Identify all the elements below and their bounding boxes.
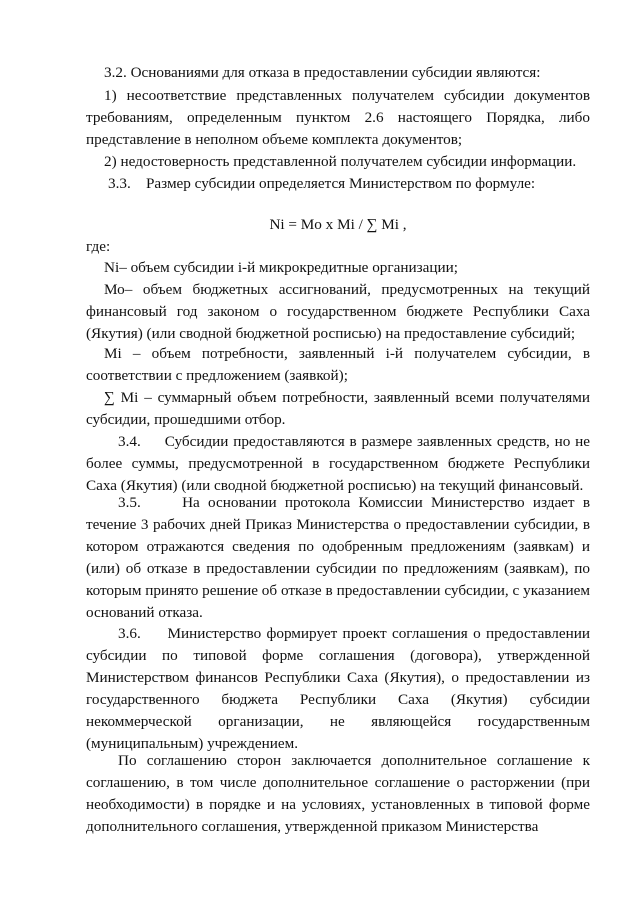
- paragraph-3-2-item-2: 2) недостоверность представленной получателем субсидии информации.: [104, 153, 577, 170]
- definition-mi: Mi – объем потребности, заявленный i-й получателем субсидии, в соответствии с предложением (заявкой);: [86, 345, 590, 384]
- paragraph-3-2-item-1: 1) несоответствие представленных получателем субсидии документов требованиям, определенным пунктом 2.6 настоящего Порядка, либо представление в неполном объеме комплекта документов;: [86, 87, 590, 148]
- definition-sum-mi: ∑ Mi – суммарный объем потребности, заявленный всеми получателями субсидии, прошедшими отбор.: [86, 389, 590, 428]
- subsidy-formula: Ni = Mo x Mi / ∑ Mi ,: [269, 216, 407, 233]
- where-label: где:: [86, 238, 111, 255]
- paragraph-3-3: 3.3. Размер субсидии определяется Министерством по формуле:: [108, 175, 536, 192]
- paragraph-3-6: 3.6. Министерство формирует проект соглашения о предоставлении субсидии по типовой форме соглашения (договора), утвержденной Министерством финансов Республики Саха (Якутия), о предоставлении из государственного бюджета Республики Саха (Якутия) субсидии некоммерческой организации, не являющейся государственным (муниципальным) учреждением.: [86, 625, 594, 752]
- paragraph-3-5: 3.5. На основании протокола Комиссии Министерство издает в течение 3 рабочих дней Приказ Министерства о предоставлении субсидии, в котором отражаются сведения по одобренным предложениям (заявкам) и (или) об отказе в предоставлении субсидии по предложениям (заявкам), по которым принято решение об отказе в предоставлении субсидии, с указанием оснований отказа.: [86, 494, 594, 621]
- definition-ni: Ni– объем субсидии i-й микрокредитные организации;: [104, 259, 458, 276]
- definition-mo: Мо– объем бюджетных ассигнований, предусмотренных на текущий финансовый год законом о государственном бюджете Республики Саха (Якутия) (или сводной бюджетной росписью) на предоставление субсидий;: [86, 281, 590, 342]
- paragraph-additional-agreement: По соглашению сторон заключается дополнительное соглашение к соглашению, в том числе дополнительное соглашение о расторжении (при необходимости) в порядке и на условиях, установленных в типовой форме дополнительного соглашения, утвержденной приказом Министерства: [86, 752, 590, 835]
- paragraph-3-2-intro: 3.2. Основаниями для отказа в предоставлении субсидии являются:: [104, 64, 541, 81]
- paragraph-3-4: 3.4. Субсидии предоставляются в размере заявленных средств, но не более суммы, предусмотренной в государственном бюджете Республики Саха (Якутия) (или сводной бюджетной росписью) на текущий финансовый.: [86, 433, 594, 494]
